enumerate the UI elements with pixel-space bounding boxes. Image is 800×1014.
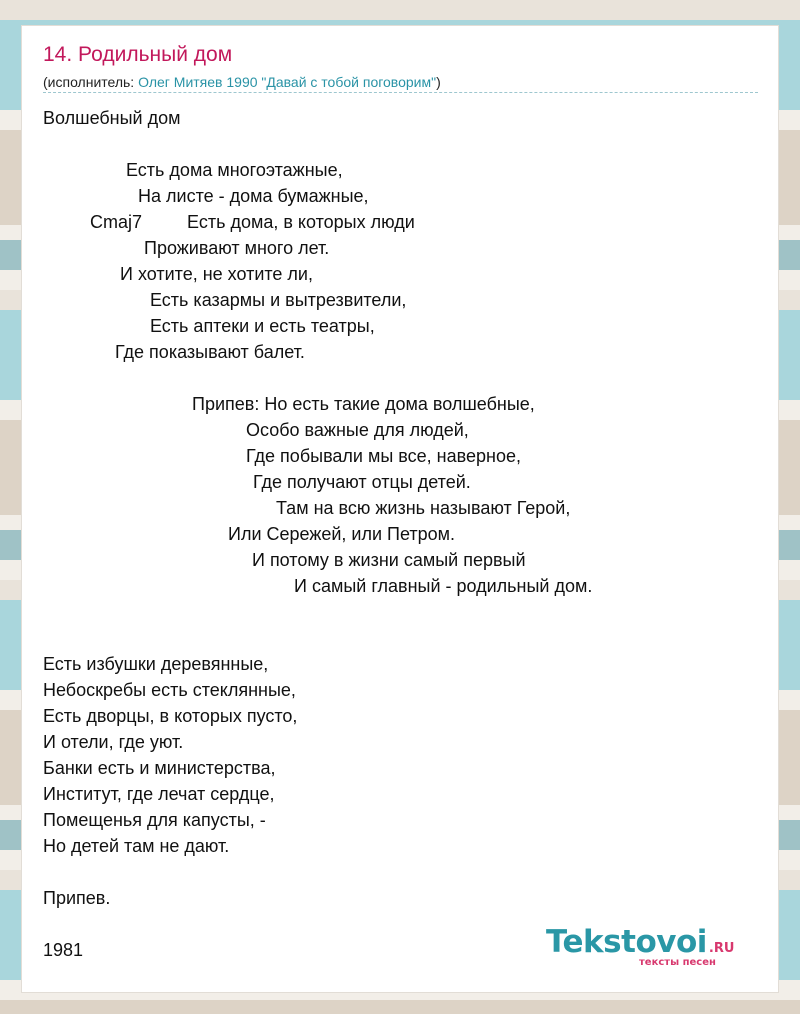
lyrics-body [22, 26, 778, 992]
lyric-line: И хотите, не хотите ли, [120, 264, 313, 284]
performer-prefix: (исполнитель: [43, 74, 139, 90]
lyric-line: Cmaj7 Есть дома, в которых люди [90, 212, 415, 232]
site-logo[interactable] [546, 924, 735, 968]
lyric-line: Припев. [43, 888, 111, 908]
lyric-line: Есть аптеки и есть театры, [150, 316, 375, 336]
lyric-line: 1981 [43, 940, 84, 960]
lyric-line: Есть казармы и вытрезвители, [150, 290, 407, 310]
lyric-line: Банки есть и министерства, [43, 758, 276, 778]
lyric-line: Где побывали мы все, наверное, [246, 446, 521, 466]
lyrics-card [22, 26, 778, 992]
lyric-line: Где получают отцы детей. [253, 472, 471, 492]
lyric-line: Волшебный дом [43, 108, 181, 128]
lyric-line: Есть дворцы, в которых пусто, [43, 706, 298, 726]
lyric-line: И отели, где уют. [43, 732, 184, 752]
song-title: 14. Родильный дом [43, 43, 233, 66]
lyric-line: Но детей там не дают. [43, 836, 230, 856]
lyric-line: Есть избушки деревянные, [43, 654, 269, 674]
lyric-line: Небоскребы есть стеклянные, [43, 680, 296, 700]
lyric-line: Помещенья для капусты, - [43, 810, 266, 830]
lyric-line: Где показывают балет. [115, 342, 305, 362]
lyric-line: Институт, где лечат сердце, [43, 784, 275, 804]
lyric-line: Есть дома многоэтажные, [126, 160, 343, 180]
performer-suffix: ) [436, 74, 441, 90]
lyric-line: Проживают много лет. [144, 238, 330, 258]
lyric-line: Особо важные для людей, [246, 420, 469, 440]
lyric-line: Там на всю жизнь называют Герой, [276, 498, 571, 518]
logo-tld: .RU [708, 941, 735, 956]
logo-brand: Tekstovoi [546, 924, 707, 960]
performer-link[interactable]: Олег Митяев 1990 "Давай с тобой поговорим" [138, 74, 437, 90]
lyric-line: На листе - дома бумажные, [138, 186, 369, 206]
lyric-line: Припев: Но есть такие дома волшебные, [192, 394, 535, 414]
lyric-line: Или Сережей, или Петром. [228, 524, 456, 544]
lyric-line: И самый главный - родильный дом. [294, 576, 593, 596]
lyric-line: И потому в жизни самый первый [252, 550, 526, 570]
logo-tagline: тексты песен [639, 957, 716, 968]
